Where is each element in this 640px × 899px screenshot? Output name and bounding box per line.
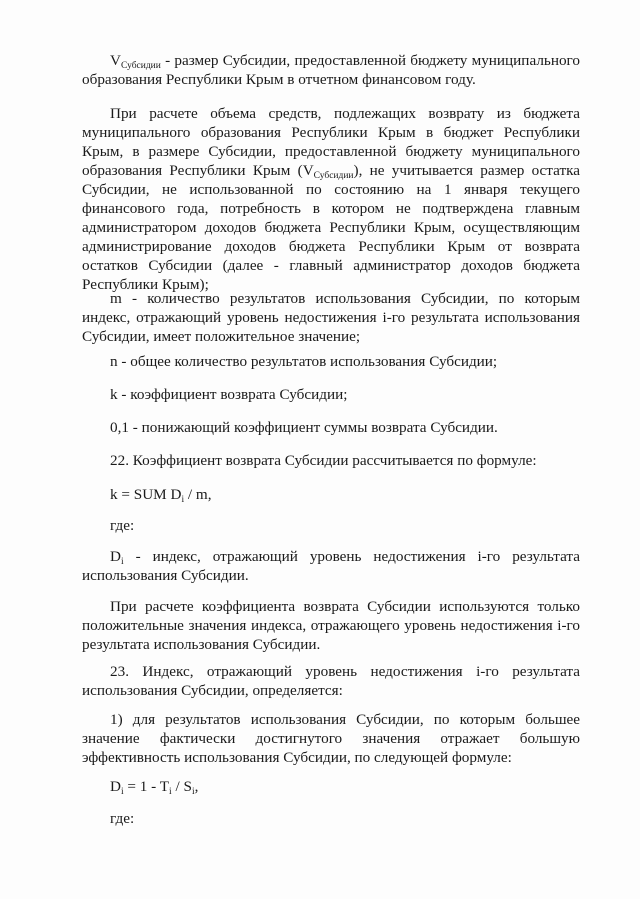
where-label: где:: [110, 517, 135, 534]
paragraph-v-subsidy-definition: [82, 51, 580, 89]
formula-di: $D_i = 1 - T_i / S_i$,: [110, 778, 199, 797]
calc-text-after: ), не учитывается размер остатка Субсидии, не использованной по состоянию на 1 января текущего финансового года, потребность в котором не подтверждена главным администратором доходов бюджета Республики Крым, осуществляющим администрирование доходов бюджета Республики Крым от возврата остатков Субсидии (далее - главный администратор доходов бюджета Республики Крым);: [82, 162, 580, 293]
calc-text-before: При расчете объема средств, подлежащих возврату из бюджета муниципального образования Республики Крым в бюджет Республики Крым, в размере Субсидии, предоставленной бюджету муниципального образования Республики Крым (V: [82, 105, 580, 179]
v-symbol: V: [110, 52, 121, 69]
v-definition-text: - размер Субсидии, предоставленной бюджету муниципального образования Республики Крым в отчетном финансовом году.: [82, 52, 580, 88]
paragraph-calculation-rules: [82, 104, 580, 294]
paragraph-positive-values: При расчете коэффициента возврата Субсидии используются только положительные значения индекса, отражающего уровень недостижения i-го результата использования Субсидии.: [82, 598, 580, 653]
di-definition-text: - индекс, отражающий уровень недостижения i-го результата использования Субсидии.: [82, 548, 580, 584]
where-label-2: где:: [110, 810, 135, 827]
paragraph-item-1: 1) для результатов использования Субсидии, по которым большее значение фактически достигнутого значения отражает большую эффективность использования Субсидии, по следующей формуле:: [82, 711, 580, 766]
paragraph-m-definition: m - количество результатов использования Субсидии, по которым индекс, отражающий уровень недостижения i-го результата использования Субсидии, имеет положительное значение;: [82, 290, 580, 345]
v-subscript: Субсидии: [120, 61, 161, 71]
calc-subscript: Субсидии: [313, 171, 354, 181]
di-subscript: i: [120, 557, 124, 567]
paragraph-k-definition: k - коэффициент возврата Субсидии;: [110, 386, 348, 403]
paragraph-reduction-coefficient: 0,1 - понижающий коэффициент суммы возврата Субсидии.: [110, 419, 498, 436]
formula-k: k = SUM $D_i$ / m,: [110, 486, 212, 505]
di-symbol: D: [110, 548, 121, 565]
paragraph-23-heading: 23. Индекс, отражающий уровень недостижения i-го результата использования Субсидии, определяется:: [82, 663, 580, 699]
paragraph-22-heading: 22. Коэффициент возврата Субсидии рассчитывается по формуле:: [110, 452, 537, 469]
paragraph-di-definition: [82, 547, 580, 585]
paragraph-n-definition: n - общее количество результатов использования Субсидии;: [110, 353, 498, 370]
